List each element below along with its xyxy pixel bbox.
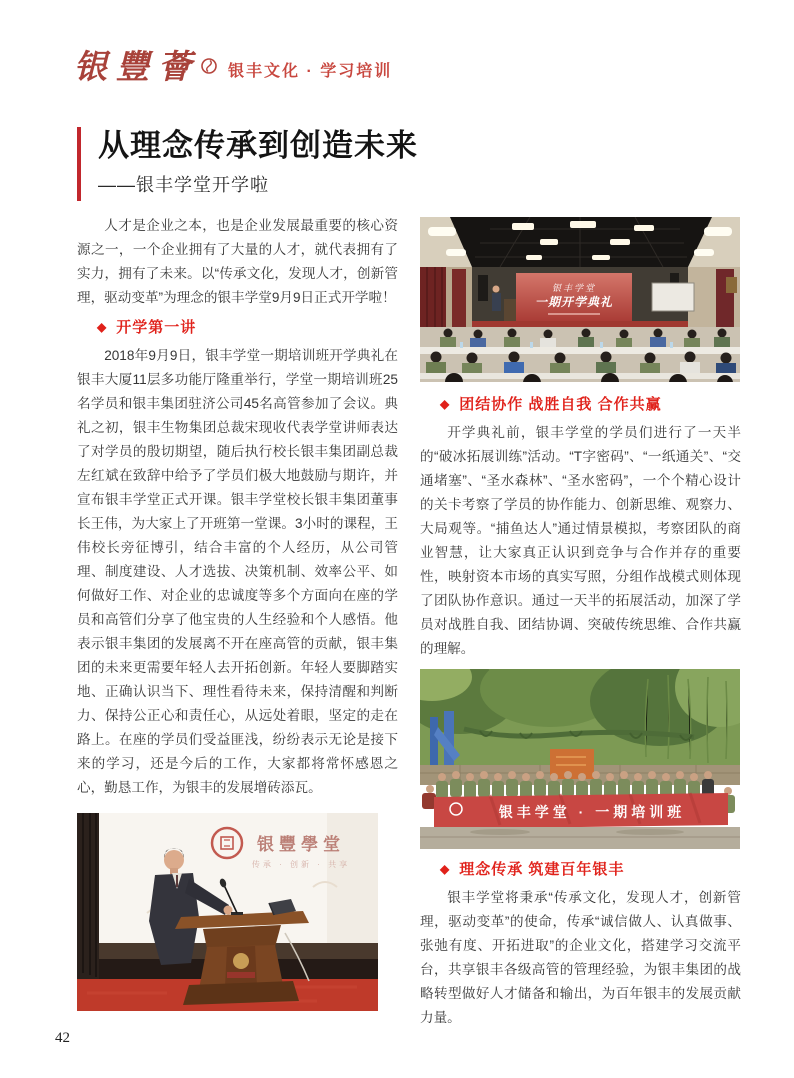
- hall-screen-line2: 一期开学典礼: [534, 295, 614, 309]
- ceremony-hall-photo: [420, 217, 741, 382]
- training-banner: [434, 793, 728, 829]
- diamond-bullet-icon: ◆: [440, 862, 451, 876]
- section-body-first-lesson: 2018年9月9日，银丰学堂一期培训班开学典礼在银丰大厦11层多功能厅隆重举行，学堂一期培训班25名学员和银丰集团驻济公司45名高管参加了会议。典礼之初，银丰生物集团总裁宋现收代表学堂讲师表达了对学员的殷切期望，随后执行校长银丰集团副总裁左红斌在致辞中给予了学员们极大地鼓励与期许，并宣布银丰学堂正式开课。银丰学堂校长银丰集团董事长王伟，为大家上了开班第一堂课。3小时的课程，王伟校长旁征博引，结合丰富的个人经历，从公司管理、制度建设、人才选拔、决策机制、效率公平、如何做好工作、对企业的忠诚度等多个方面向在座的学员和高管们分享了他宝贵的人生经验和个人感悟。他表示银丰集团的发展离不开在座高管的贡献，银丰集团的未来更需要年轻人去开拓创新。年轻人要脚踏实地、正确认识当下、理性看待未来，保持清醒和判断力、保持公正心和责任心，从远处着眼，坚定的走在路上。在座的学员们受益匪浅，纷纷表示无论是接下来的学习，还是今后的工作，大家都将常怀感恩之心，勤恳工作，为银丰的发展增砖添瓦。: [77, 348, 398, 795]
- masthead: [74, 47, 393, 86]
- masthead-tagline: 银丰文化 · 学习培训: [228, 63, 393, 80]
- left-column: [77, 214, 398, 1011]
- swirl-seal-icon: [200, 57, 218, 80]
- page-title: 从理念传承到创造未来: [98, 128, 418, 163]
- diamond-bullet-icon: ◆: [440, 397, 451, 411]
- section-heading-label: 团结协作 战胜自我 合作共赢: [459, 396, 662, 413]
- intro-paragraph: 人才是企业之本，也是企业发展最重要的核心资源之一，一个企业拥有了大量的人才，就代表拥有了实力，拥有了未来。以“传承文化，发现人才，创新管理，驱动变革”为理念的银丰学堂9月9日正式开学啦！: [77, 218, 398, 305]
- section-heading-teamwork: [420, 392, 741, 417]
- page-number: 42: [55, 1030, 70, 1046]
- magazine-logo: 银豐薈: [74, 47, 200, 86]
- group-photo: [420, 669, 741, 849]
- diamond-bullet-icon: ◆: [97, 320, 108, 334]
- first-lesson-photo: [77, 813, 398, 1011]
- page-subtitle: ——银丰学堂开学啦: [98, 175, 269, 196]
- section-heading-first-lesson: [77, 315, 398, 340]
- section-heading-legacy: [420, 857, 741, 882]
- banner-text: 银丰学堂 · 一期培训班: [498, 804, 686, 820]
- section-heading-label: 开学第一讲: [116, 319, 197, 336]
- section-heading-label: 理念传承 筑建百年银丰: [459, 861, 625, 878]
- hall-screen-line1: 银丰学堂: [551, 283, 597, 293]
- screen-logo-subtitle: 传承 · 创新 · 共享: [251, 860, 351, 869]
- article-title-block: [77, 127, 418, 201]
- screen-logo-title: 银豐學堂: [257, 835, 345, 854]
- section-body-teamwork: 开学典礼前，银丰学堂的学员们进行了一天半的“破冰拓展训练”活动。“T字密码”、“一纸通关”、“交通堵塞”、“圣水森林”、“圣水密码”，一个个精心设计的关卡考察了学员的协作能力、创新思维、观察力、大局观等。“捕鱼达人”通过情景模拟，考察团队的商业智慧，让大家真正认识到竞争与合作并存的重要性，映射资本市场的真实写照，分组作战模式则体现了团队协作意识。通过一天半的拓展活动，加深了学员对战胜自我、团结协调、突破传统思维、合作共赢的理解。: [420, 425, 741, 656]
- right-column: [420, 214, 741, 1030]
- section-body-legacy: 银丰学堂将秉承“传承文化，发现人才，创新管理，驱动变革”的使命，传承“诚信做人、认真做事、张弛有度、开拓进取”的企业文化，搭建学习交流平台，共享银丰各级高管的管理经验，为银丰集团的战略转型做好人才储备和输出，为百年银丰的发展贡献力量。: [420, 890, 741, 1025]
